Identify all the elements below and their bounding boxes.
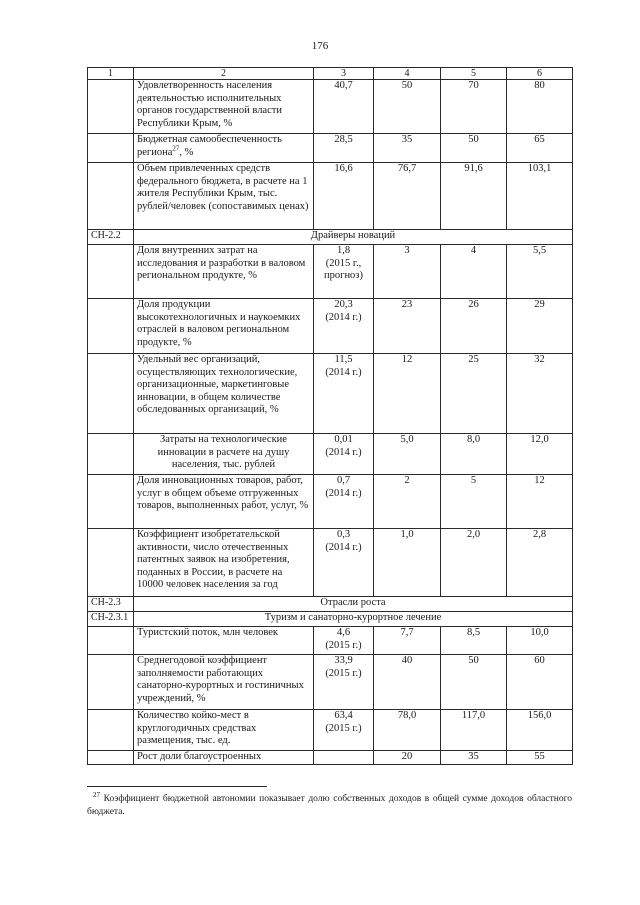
footnote-ref: 27 bbox=[172, 144, 180, 152]
indicator-cell: Среднегодовой коэффициент заполняемости работающих санаторно-курортных и гостиничных учреждений, % bbox=[134, 655, 314, 710]
target-value-cell: 3 bbox=[374, 245, 441, 299]
column-number-row bbox=[88, 68, 573, 80]
column-header: 6 bbox=[507, 68, 573, 80]
target-value-cell: 29 bbox=[507, 299, 573, 354]
indicator-text-suffix: , % bbox=[179, 146, 194, 158]
target-value-cell: 4 bbox=[441, 245, 507, 299]
base-value-cell: 0,01 (2014 г.) bbox=[314, 434, 374, 475]
column-header: 2 bbox=[134, 68, 314, 80]
table-row bbox=[88, 80, 573, 134]
indicator-text: Бюджетная самообеспеченность региона bbox=[137, 134, 282, 158]
column-header: 1 bbox=[88, 68, 134, 80]
table-row bbox=[88, 434, 573, 475]
section-row bbox=[88, 230, 573, 245]
target-value-cell: 23 bbox=[374, 299, 441, 354]
code-cell bbox=[88, 134, 134, 163]
target-value-cell: 50 bbox=[441, 655, 507, 710]
target-value-cell: 103,1 bbox=[507, 163, 573, 230]
base-value-cell: 0,7 (2014 г.) bbox=[314, 475, 374, 529]
target-value-cell: 8,0 bbox=[441, 434, 507, 475]
table-row bbox=[88, 627, 573, 655]
table-row bbox=[88, 299, 573, 354]
target-value-cell: 65 bbox=[507, 134, 573, 163]
target-value-cell: 32 bbox=[507, 354, 573, 434]
indicator-cell: Удельный вес организаций, осуществляющих технологические, организационные, маркетинговые инновации, в общем количестве обследованных организаций, % bbox=[134, 354, 314, 434]
target-value-cell: 91,6 bbox=[441, 163, 507, 230]
table-row bbox=[88, 163, 573, 230]
table-row bbox=[88, 529, 573, 597]
base-value-cell: 33,9 (2015 г.) bbox=[314, 655, 374, 710]
indicator-cell: Количество койко-мест в круглогодичных средствах размещения, тыс. ед. bbox=[134, 710, 314, 751]
target-value-cell: 78,0 bbox=[374, 710, 441, 751]
code-cell bbox=[88, 245, 134, 299]
target-value-cell: 26 bbox=[441, 299, 507, 354]
column-header: 5 bbox=[441, 68, 507, 80]
table-row bbox=[88, 655, 573, 710]
target-value-cell: 76,7 bbox=[374, 163, 441, 230]
section-row bbox=[88, 597, 573, 612]
indicator-cell: Доля продукции высокотехнологичных и наукоемких отраслей в валовом региональном продукте, % bbox=[134, 299, 314, 354]
table-row bbox=[88, 134, 573, 163]
table-row bbox=[88, 710, 573, 751]
target-value-cell: 5,5 bbox=[507, 245, 573, 299]
page-number: 176 bbox=[311, 40, 329, 52]
code-cell bbox=[88, 80, 134, 134]
base-value-cell: 40,7 bbox=[314, 80, 374, 134]
base-value-cell: 16,6 bbox=[314, 163, 374, 230]
code-cell bbox=[88, 163, 134, 230]
target-value-cell: 117,0 bbox=[441, 710, 507, 751]
target-value-cell: 5,0 bbox=[374, 434, 441, 475]
indicator-cell bbox=[134, 134, 314, 163]
base-value-cell: 20,3 (2014 г.) bbox=[314, 299, 374, 354]
target-value-cell: 50 bbox=[441, 134, 507, 163]
indicator-cell: Удовлетворенность населения деятельностью исполнительных органов государственной власти Республики Крым, % bbox=[134, 80, 314, 134]
footnote-number: 27 bbox=[93, 790, 100, 799]
section-row bbox=[88, 612, 573, 627]
target-value-cell: 25 bbox=[441, 354, 507, 434]
code-cell bbox=[88, 434, 134, 475]
target-value-cell: 2,0 bbox=[441, 529, 507, 597]
target-value-cell: 7,7 bbox=[374, 627, 441, 655]
code-cell bbox=[88, 475, 134, 529]
target-value-cell: 2,8 bbox=[507, 529, 573, 597]
table-row bbox=[88, 751, 573, 765]
column-header: 3 bbox=[314, 68, 374, 80]
base-value-cell: 0,3 (2014 г.) bbox=[314, 529, 374, 597]
section-title: Драйверы новаций bbox=[134, 230, 573, 245]
base-value-cell: 63,4 (2015 г.) bbox=[314, 710, 374, 751]
indicator-cell: Коэффициент изобретательской активности, число отечественных патентных заявок на изобретения, поданных в России, в расчете на 10000 человек населения за год bbox=[134, 529, 314, 597]
code-cell bbox=[88, 710, 134, 751]
target-value-cell: 35 bbox=[374, 134, 441, 163]
section-title: Отрасли роста bbox=[134, 597, 573, 612]
table-row bbox=[88, 245, 573, 299]
indicator-cell: Рост доли благоустроенных bbox=[134, 751, 314, 765]
target-value-cell: 1,0 bbox=[374, 529, 441, 597]
target-value-cell: 40 bbox=[374, 655, 441, 710]
indicator-cell: Туристский поток, млн человек bbox=[134, 627, 314, 655]
footnote bbox=[87, 790, 572, 819]
target-value-cell: 20 bbox=[374, 751, 441, 765]
target-value-cell: 60 bbox=[507, 655, 573, 710]
base-value-cell: 28,5 bbox=[314, 134, 374, 163]
target-value-cell: 35 bbox=[441, 751, 507, 765]
indicator-cell: Объем привлеченных средств федерального бюджета, в расчете на 1 жителя Республики Крым, тыс. рублей/человек (сопоставимых ценах) bbox=[134, 163, 314, 230]
indicator-cell: Затраты на технологические инновации в расчете на душу населения, тыс. рублей bbox=[134, 434, 314, 475]
target-value-cell: 55 bbox=[507, 751, 573, 765]
target-value-cell: 12 bbox=[374, 354, 441, 434]
table-row bbox=[88, 475, 573, 529]
target-value-cell: 8,5 bbox=[441, 627, 507, 655]
code-cell bbox=[88, 655, 134, 710]
target-value-cell: 80 bbox=[507, 80, 573, 134]
code-cell bbox=[88, 529, 134, 597]
indicator-cell: Доля инновационных товаров, работ, услуг в общем объеме отгруженных товаров, выполненных работ, услуг, % bbox=[134, 475, 314, 529]
table-row bbox=[88, 354, 573, 434]
target-value-cell: 10,0 bbox=[507, 627, 573, 655]
code-cell bbox=[88, 751, 134, 765]
section-title: Туризм и санаторно-курортное лечение bbox=[134, 612, 573, 627]
footnote-text: Коэффициент бюджетной автономии показывает долю собственных доходов в общей сумме доходов областного бюджета. bbox=[87, 794, 572, 817]
table-body bbox=[88, 80, 573, 765]
target-value-cell: 2 bbox=[374, 475, 441, 529]
section-code: СН-2.3.1 bbox=[88, 612, 134, 627]
code-cell bbox=[88, 627, 134, 655]
base-value-cell bbox=[314, 751, 374, 765]
target-value-cell: 12 bbox=[507, 475, 573, 529]
base-value-cell: 1,8 (2015 г., прогноз) bbox=[314, 245, 374, 299]
target-value-cell: 70 bbox=[441, 80, 507, 134]
section-code: СН-2.3 bbox=[88, 597, 134, 612]
section-code: СН-2.2 bbox=[88, 230, 134, 245]
column-header: 4 bbox=[374, 68, 441, 80]
indicator-cell: Доля внутренних затрат на исследования и разработки в валовом региональном продукте, % bbox=[134, 245, 314, 299]
code-cell bbox=[88, 299, 134, 354]
target-value-cell: 12,0 bbox=[507, 434, 573, 475]
footnote-separator bbox=[87, 786, 267, 787]
target-value-cell: 50 bbox=[374, 80, 441, 134]
target-value-cell: 156,0 bbox=[507, 710, 573, 751]
base-value-cell: 11,5 (2014 г.) bbox=[314, 354, 374, 434]
target-value-cell: 5 bbox=[441, 475, 507, 529]
indicators-table bbox=[87, 67, 573, 765]
base-value-cell: 4,6 (2015 г.) bbox=[314, 627, 374, 655]
code-cell bbox=[88, 354, 134, 434]
